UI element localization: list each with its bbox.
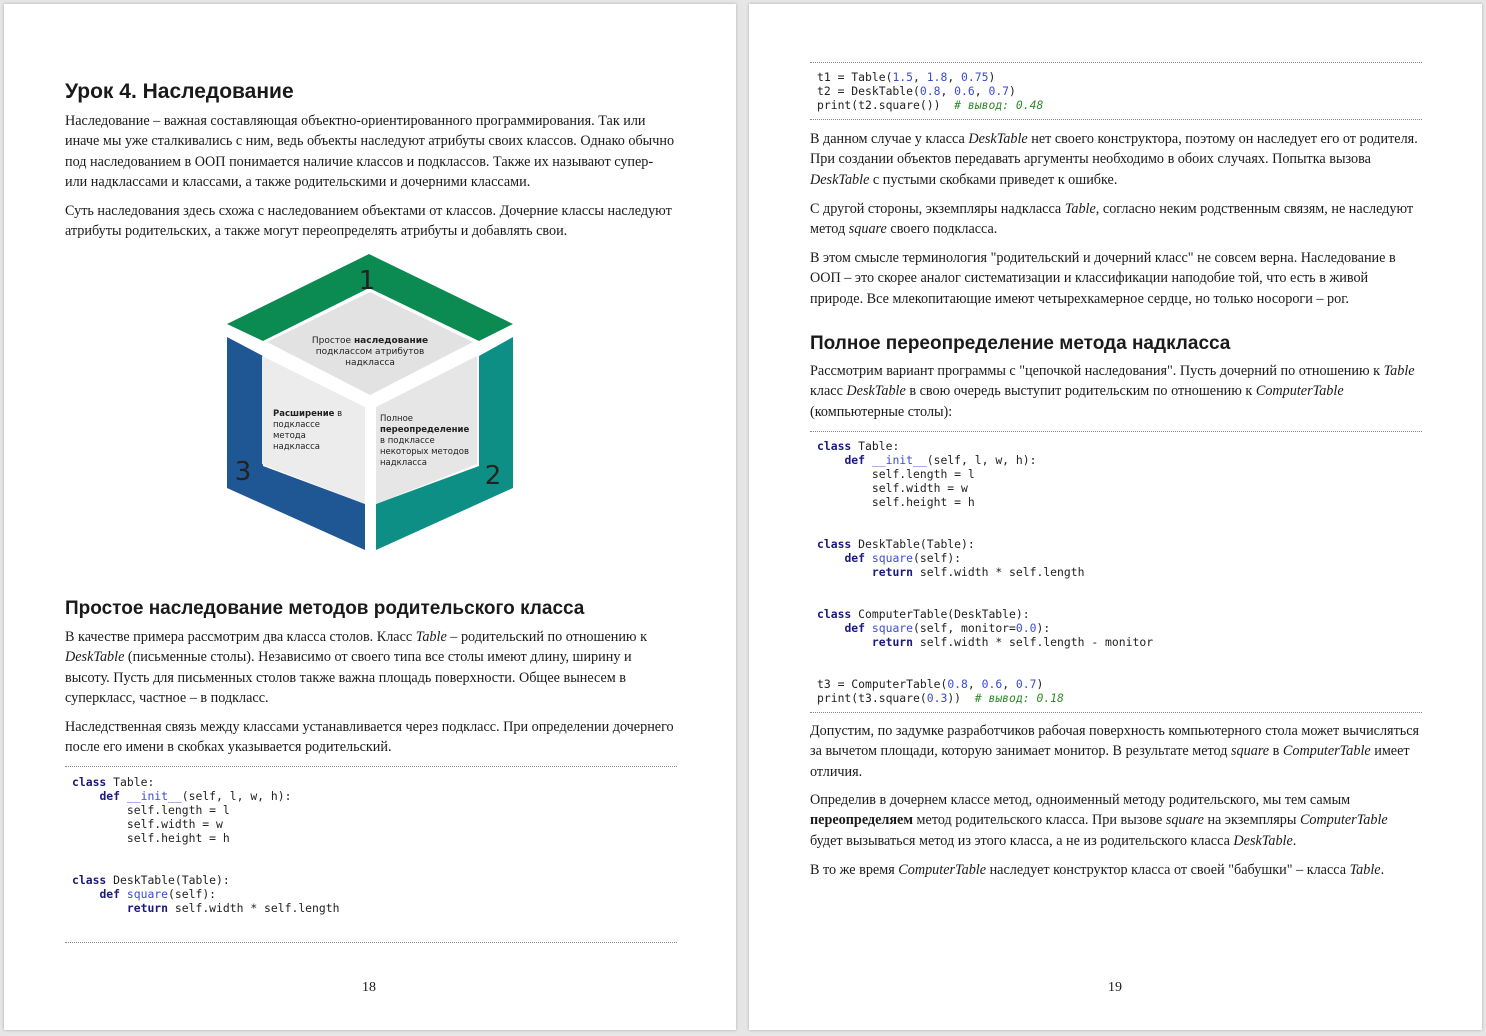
code-block-usage: [810, 62, 1422, 120]
paragraph-monitor-area: Допустим, по задумке разработчиков рабочая поверхность компьютерного стола может вычисляться за вычетом площади, которую занимает монитор. В результате метод square в ComputerTable имеет отличия.: [810, 723, 1420, 780]
diagram-right-label-2: переопределение: [380, 425, 470, 435]
page-number: 19: [1108, 980, 1122, 995]
page-number: 18: [362, 980, 376, 995]
diagram-left-label: Расширение в: [273, 409, 343, 419]
inheritance-diagram: [225, 252, 517, 556]
left-page: [4, 4, 736, 1030]
code-listing: t1 = Table(1.5, 1.8, 0.75) t2 = DeskTable(0.8, 0.6, 0.7) print(t2.square()) # вывод: 0.48: [817, 70, 1044, 112]
section-title-full-override: Полное переопределение метода надкласса: [810, 333, 1231, 354]
intro-paragraph-1: Наследование – важная составляющая объектно-ориентированного программирования. Так или иначе мы уже сталкивались с ним, ведь объекты наследуют атрибуты своих классов. Однако обычно под наследованием в ООП понимается наличие классов и подклассов. Также их называют супер- или надклассами и классами, а также родительскими и дочерними классами.: [65, 113, 675, 191]
paragraph-inheritance-chain: Рассмотрим вариант программы с "цепочкой наследования". Пусть дочерний по отношению к Table класс DeskTable в свою очередь выступит родительским по отношению к ComputerTable (компьютерные столы):: [810, 363, 1415, 420]
code-block-classes: [65, 766, 677, 943]
paragraph-superclass-instances: С другой стороны, экземпляры надкласса Table, согласно неким родственным связям, не наследуют метод square своего подкласса.: [810, 201, 1414, 238]
section-paragraph-1: В качестве примера рассмотрим два класса столов. Класс Table – родительский по отношению к DeskTable (письменные столы). Независимо от своего типа все столы имеют длину, ширину и высоту. Пусть для письменных столов также важна площадь поверхности. Общее вынесем в суперкласс, частное – в подкласс.: [65, 629, 647, 707]
paragraph-grandparent: В то же время ComputerTable наследует конструктор класса от своей "бабушки" – класса Table.: [810, 862, 1385, 878]
diagram-right-label: Полное: [380, 414, 414, 424]
diagram-right-label-5: надкласса: [380, 458, 427, 468]
section-title-simple-inheritance: Простое наследование методов родительского класса: [65, 598, 585, 619]
diagram-top-label-2: подклассом атрибутов: [315, 347, 425, 357]
code-listing: class Table: def __init__(self, l, w, h): self.length = l self.width = w self.height = h class DeskTable(Table): def square(self): return self.width * self.length class ComputerTable(DeskTable): def square(self, monitor=0.0): return self.width * self.length - monitor t3 = ComputerTable(0.8, 0.6, 0.7) print(t3.square(0.3)) # вывод: 0.18: [817, 439, 1154, 705]
intro-paragraph-2: Суть наследования здесь схожа с наследованием объектами от классов. Дочерние классы наследуют атрибуты родительских, а также могут переопределять атрибуты и добавлять свои.: [65, 203, 672, 240]
diagram-top-label-3: надкласса: [345, 358, 395, 368]
code-listing: class Table: def __init__(self, l, w, h): self.length = l self.width = w self.height = h class DeskTable(Table): def square(self): return self.width * self.length: [72, 775, 340, 915]
paragraph-terminology: В этом смысле терминология "родительский и дочерний класс" не совсем верна. Наследование в ООП – это скорее аналог систематизации и классификации наподобие той, что есть в живой природе. Все млекопитающие имеют четырехкамерное сердце, но только носороги – рог.: [810, 250, 1396, 307]
paragraph-desktable-constructor: В данном случае у класса DeskTable нет своего конструктора, поэтому он наследует его от родителя. При создании объектов передавать аргументы необходимо в обоих случаях. Попытка вызова DeskTable с пустыми скобками приведет к ошибке.: [810, 131, 1418, 188]
diagram-left-label-3: метода: [273, 431, 306, 441]
diagram-number-1: 1: [358, 266, 376, 296]
diagram-right-label-4: некоторых методов: [380, 447, 469, 457]
lesson-title: Урок 4. Наследование: [65, 80, 294, 103]
diagram-right-label-3: в подклассе: [380, 436, 435, 446]
diagram-left-label-4: надкласса: [273, 442, 320, 452]
right-page: [749, 4, 1482, 1030]
diagram-left-label-2: подклассе: [273, 420, 320, 430]
diagram-number-3: 3: [234, 457, 252, 487]
code-block-chain: [810, 431, 1422, 713]
diagram-number-2: 2: [484, 461, 502, 491]
section-paragraph-2: Наследственная связь между классами устанавливается через подкласс. При определении дочернего после его имени в скобках указывается родительский.: [65, 719, 674, 756]
diagram-top-label: Простое наследование: [311, 336, 429, 346]
paragraph-override: Определив в дочернем классе метод, одноименный методу родительского, мы тем самым переопределяем метод родительского класса. При вызове square на экземпляры ComputerTable будет вызываться метод из этого класса, а не из родительского класса DeskTable.: [810, 792, 1388, 849]
